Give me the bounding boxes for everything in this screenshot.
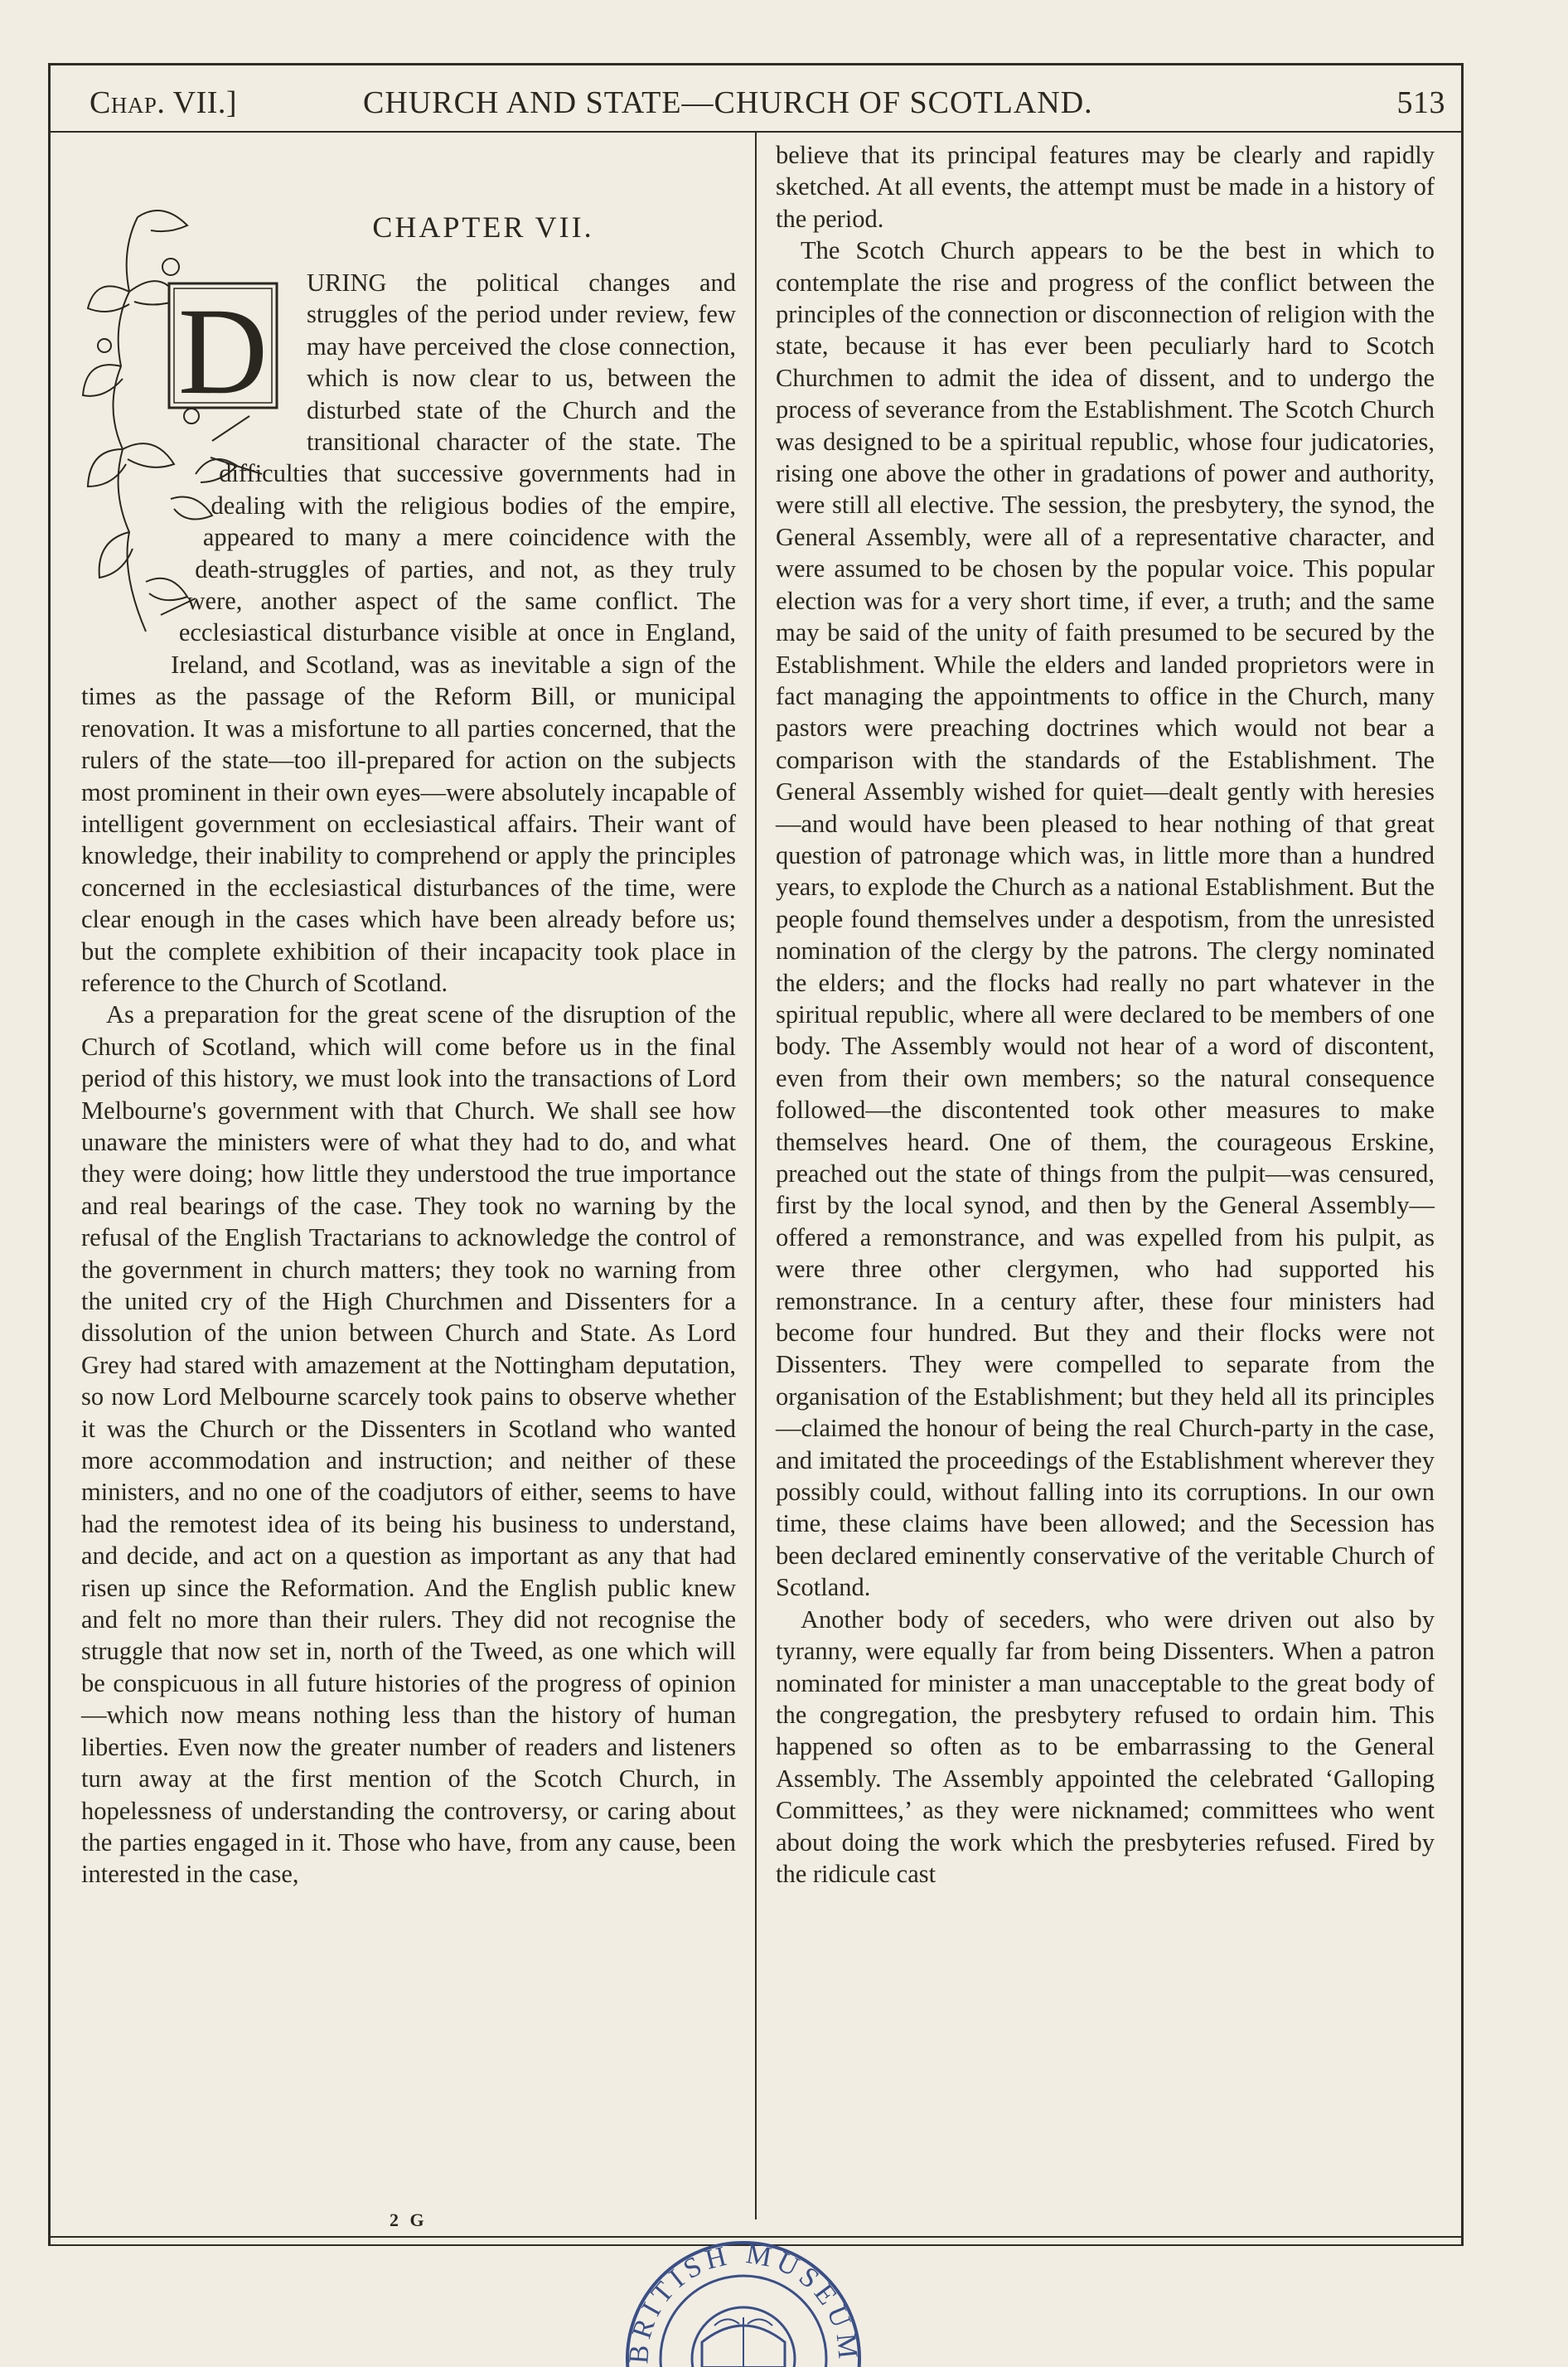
drop-cap-letter: D: [177, 283, 269, 420]
right-paragraph-2: The Scotch Church appears to be the best in which to contemplate the rise and progress of the conflict between the principles of the connection or disconnection of religion with the state, because it has ever been peculiarly hard to Scotch Churchmen to admit the idea of dissent, and to undergo the process of severance from the Establishment. The Scotch Church was designed to be a spiritual republic, whose four judicatories, rising one above the other in gradations of power and authority, were still all elective. The session, the presbytery, the synod, the General Assembly, were all of a representative character, and were assumed to be chosen by the popular voice. This popular election was for a very short time, if ever, a truth; and the same may be said of the unity of faith presumed to be secured by the Establishment. While the elders and landed proprietors were in fact managing the appointments to office in the Church, many pastors were preaching doctrines which would not bear a comparison with the standards of the Establishment. The General Assembly wished for quiet—dealt gently with heresies—and would have been pleased to hear nothing of that great question of patronage which was, in little more than a hundred years, to explode the Church as a national Establishment. But the people found themselves under a despotism, from the unresisted nomination of the clergy by the patrons. The clergy nominated the elders; and the flocks had really no part whatever in the spiritual republic, where all were declared to be members of one body. The Assembly would not hear of a word of discontent, even from their own members; so the natural consequence followed—the discontented took other measures to make themselves heard. One of them, the courageous Erskine, preached out the state of things from the pulpit—was censured, first by the local synod, and then by the General Assembly—offered a remonstrance, and was expelled from his pulpit, as were three other clergymen, who had supported his remonstrance. In a century after, these four ministers had become four hundred. But they and their flocks were not Dissenters. They were compelled to separate from the organisation of the Establishment; but they held all its principles—claimed the honour of being the real Church-party in the case, and imitated the proceedings of the Establishment wherever they possibly could, without falling into its corruptions. In our own time, these claims have been allowed; and the Secession has been declared eminently conservative of the veritable Church of Scotland.: [776, 236, 1435, 1602]
right-paragraph-3: Another body of seceders, who were driven out also by tyranny, were equally far from being Dissenters. When a patron nominated for minister a man unacceptable to the great body of the congregation, the presbytery refused to ordain him. This happened so often as to be embarrassing to the General Assembly. The Assembly appointed the celebrated ‘Galloping Committees,’ as they were nicknamed; committees who went about doing the work which the presbyteries refused. Fired by the ridicule cast: [776, 1605, 1435, 1888]
running-head: [90, 80, 1445, 128]
running-head-chapter: Chap. VII.]: [90, 85, 238, 120]
right-column: [776, 139, 1435, 2228]
left-paragraph-2: As a preparation for the great scene of the disruption of the Church of Scotland, which will come before us in the final period of this history, we must look into the transactions of Lord Melbourne's government with that Church. We shall see how unaware the ministers were of what they had to do, and what they were doing; how little they understood the true importance and real bearings of the case. They took no warning by the refusal of the English Tractarians to acknowledge the control of the government in church matters; they took no warning from the united cry of the High Churchmen and Dissenters for a dissolution of the union between Church and State. As Lord Grey had stared with amazement at the Nottingham deputation, so now Lord Melbourne scarcely took pains to observe whether it was the Church or the Dissenters in Scotland who wanted more accommodation and instruction; and neither of these ministers, and no one of the coadjutors of either, seems to have had the remotest idea of its being his business to understand, and decide, and act on a question as important as any that had risen up since the Reformation. And the English public knew and felt no more than their rulers. They did not recognise the struggle that now set in, north of the Tweed, as one which will be conspicuous in all future histories of the progress of opinion—which now means nothing less than the history of human liberties. Even now the greater number of readers and listeners turn away at the first mention of the Scotch Church, in hopelessness of understanding the controversy, or caring about the parties engaged in it. Those who have, from any cause, been interested in the case,: [81, 1000, 736, 1889]
stamp-text: BRITISH MUSEUM: [623, 2239, 864, 2365]
page-number: 513: [1396, 85, 1445, 120]
chapter-title: CHAPTER VII.: [372, 211, 594, 244]
running-head-title: CHURCH AND STATE—CHURCH OF SCOTLAND.: [363, 85, 1093, 120]
left-paragraph-1: URING the political changes and struggles of the period under review, few may have perceived the close connection, which is now clear to us, between the disturbed state of the Church and the transitional character of the state. The difficulties that successive governments had in dealing with the religious bodies of the empire, appeared to many a mere coincidence with the death-struggles of parties, and not, as they truly were, another aspect of the same conflict. The ecclesiastical disturbance visible at once in England, Ireland, and Scotland, was as inevitable a sign of the times as the passage of the Reform Bill, or municipal renovation. It was a misfortune to all parties concerned, that the rulers of the state—too ill-prepared for action on the subjects most prominent in their own eyes—were absolutely incapable of intelligent government on ecclesiastical affairs. Their want of knowledge, their inability to comprehend or apply the principles concerned in the ecclesiastical disturbances of the time, were clear enough in the cases which have been already before us; but the complete exhibition of their incapacity took place in reference to the Church of Scotland.: [81, 269, 736, 997]
museum-stamp-icon: [615, 2234, 872, 2367]
column-divider: [755, 133, 757, 2219]
left-column: [81, 139, 736, 2228]
library-stamp: [615, 2234, 872, 2367]
header-rule-top: [48, 63, 1464, 65]
right-paragraph-1: believe that its principal features may be clearly and rapidly sketched. At all events, the attempt must be made in a history of the period.: [776, 141, 1435, 233]
printer-signature: 2 G: [390, 2210, 428, 2230]
